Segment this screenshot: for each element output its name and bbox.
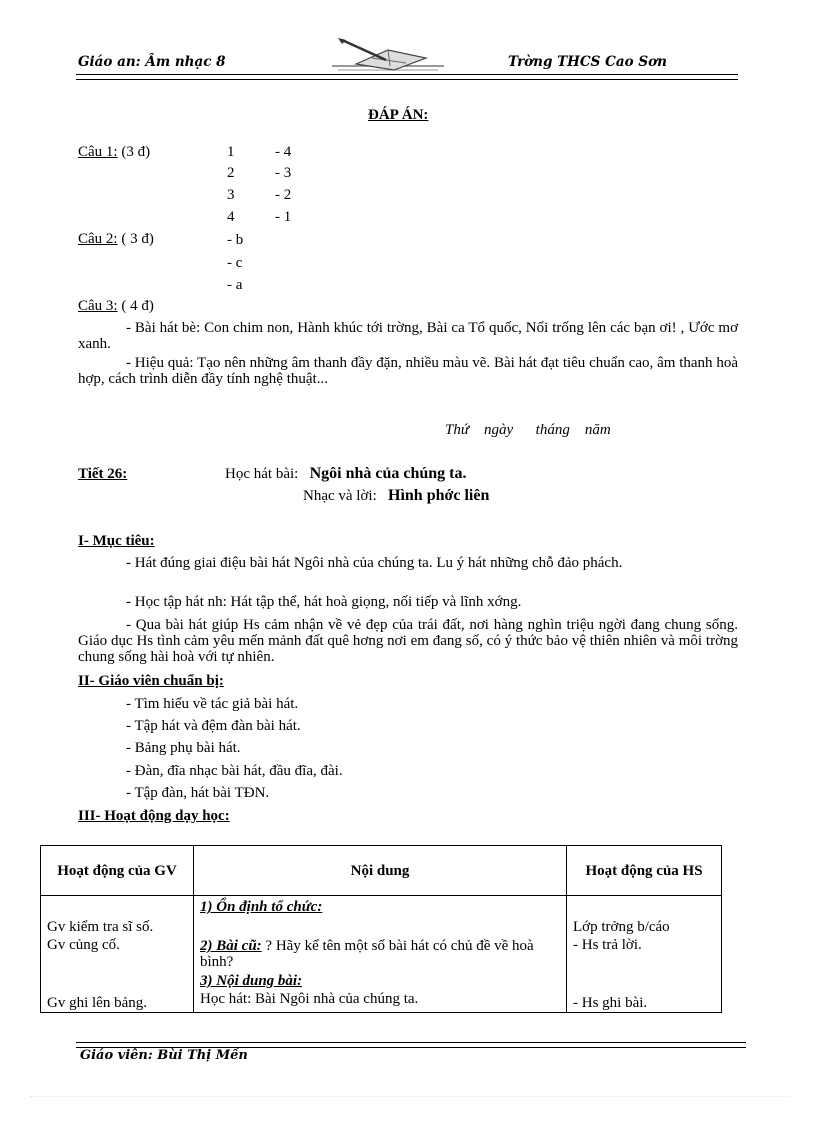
- song-title: Ngôi nhà của chúng ta.: [309, 465, 467, 482]
- hs-activities: [567, 896, 722, 1013]
- q3-paragraph-1: - Bài hát bè: Con chim non, Hành khúc tới trờng, Bài ca Tổ quốc, Nổi trống lên các bạn ơi! , Ước mơ xanh.: [78, 320, 738, 352]
- q2-label-text: Câu 2:: [78, 231, 118, 247]
- q3-label-text: Câu 3:: [78, 298, 118, 314]
- header-hs: Hoạt động của HS: [567, 846, 722, 896]
- prep-item-5: - Tập đàn, hát bài TĐN.: [126, 785, 270, 801]
- objective-1: - Hát đúng giai điệu bài hát Ngôi nhà của chúng ta. Lu ý hát những chỗ đảo phách.: [126, 555, 623, 571]
- content-step-2: [200, 938, 560, 970]
- objective-3: - Qua bài hát giúp Hs cảm nhận về vẻ đẹp của trái đất, nơi hàng nghìn triệu ngời đang chung sống. Giáo dục Hs tình cảm yêu mến mảnh đất quê hơng nơi em đang số, có ý thức bảo vệ thiên nhiên và môi trờng chung sống hài hoà với tự nhiên.: [78, 617, 738, 665]
- prep-item-1: - Tìm hiểu về tác giả bài hát.: [126, 696, 299, 712]
- q2-item-3: - a: [227, 277, 243, 293]
- table-row: [41, 896, 722, 1013]
- author-name: Hình phớc liên: [388, 487, 490, 504]
- q1-label: [78, 143, 150, 161]
- section-1-title: I- Mục tiêu:: [78, 533, 155, 549]
- q2-item-1: - b: [227, 232, 244, 248]
- prep-item-4: - Đàn, đĩa nhạc bài hát, đầu đĩa, đài.: [126, 763, 343, 779]
- activity-table: [40, 845, 722, 1013]
- content-step-2-title: 2) Bài cũ:: [200, 938, 262, 954]
- q2-item-2: - c: [227, 255, 243, 271]
- song-label: Học hát bài:: [225, 466, 299, 482]
- gv-line-3: Gv ghi lên bảng.: [47, 995, 147, 1011]
- content-step-2-text: ? Hãy kể tên một số bài hát có chủ đề về hoà bình?: [200, 938, 534, 970]
- prep-item-2: - Tập hát và đệm đàn bài hát.: [126, 718, 301, 734]
- q1-label-text: Câu 1:: [78, 144, 118, 160]
- book-pen-logo: [328, 36, 448, 79]
- q3-label: [78, 297, 154, 315]
- content-step-3-text: Học hát: Bài Ngôi nhà của chúng ta.: [200, 991, 419, 1007]
- q1-pair-1: 1 - 4: [227, 144, 292, 160]
- q1-pair-2: 2 - 3: [227, 165, 292, 181]
- hs-line-2: - Hs trả lời.: [573, 937, 642, 953]
- footer-rule: [76, 1042, 746, 1043]
- q2-points: ( 3 đ): [117, 231, 154, 247]
- q1-points: (3 đ): [117, 144, 151, 160]
- gv-line-2: Gv củng cố.: [47, 937, 120, 953]
- content-cell: [194, 896, 567, 1013]
- page-bottom-dots: [30, 1096, 790, 1097]
- gv-activities: [41, 896, 194, 1013]
- header-rule-thin: [76, 79, 738, 80]
- header-right: Trờng THCS Cao Sơn: [508, 54, 667, 70]
- answer-title: ĐÁP ÁN:: [368, 107, 429, 123]
- header-rule: [76, 74, 738, 75]
- hs-line-1: Lớp trởng b/cáo: [573, 919, 670, 935]
- song-line: [225, 465, 466, 483]
- q2-label: [78, 230, 154, 248]
- header-gv: Hoạt động của GV: [41, 846, 194, 896]
- q1-pair-4: 4 - 1: [227, 209, 292, 225]
- objective-2: - Học tập hát nh: Hát tập thể, hát hoà giọng, nối tiếp và lĩnh xớng.: [126, 594, 522, 610]
- header-content: Nội dung: [194, 846, 567, 896]
- date-line: Thứ ngày tháng năm: [445, 422, 611, 438]
- section-3-title: III- Hoạt động dạy học:: [78, 808, 230, 824]
- q1-pair-3: 3 - 2: [227, 187, 292, 203]
- content-step-1: 1) Ổn định tổ chức:: [200, 899, 323, 915]
- header-left: Giáo an: Âm nhạc 8: [78, 54, 226, 70]
- table-header-row: [41, 846, 722, 896]
- author-line: [303, 487, 489, 505]
- content-step-3: 3) Nội dung bài:: [200, 973, 303, 989]
- q3-paragraph-2: - Hiệu quả: Tạo nên những âm thanh đầy đặn, nhiều màu vẽ. Bài hát đạt tiêu chuẩn cao, âm thanh hoà hợp, cách trình diễn đầy tính nghệ thuật...: [78, 355, 738, 387]
- section-2-title: II- Giáo viên chuẩn bị:: [78, 673, 224, 689]
- lesson-number: Tiết 26:: [78, 466, 128, 482]
- gv-line-1: Gv kiểm tra sĩ số.: [47, 919, 154, 935]
- prep-item-3: - Bảng phụ bài hát.: [126, 740, 241, 756]
- footer-teacher: Giáo viên: Bùi Thị Mến: [80, 1048, 248, 1063]
- author-label: Nhạc và lời:: [303, 488, 377, 504]
- hs-line-3: - Hs ghi bài.: [573, 995, 648, 1011]
- q3-points: ( 4 đ): [117, 298, 154, 314]
